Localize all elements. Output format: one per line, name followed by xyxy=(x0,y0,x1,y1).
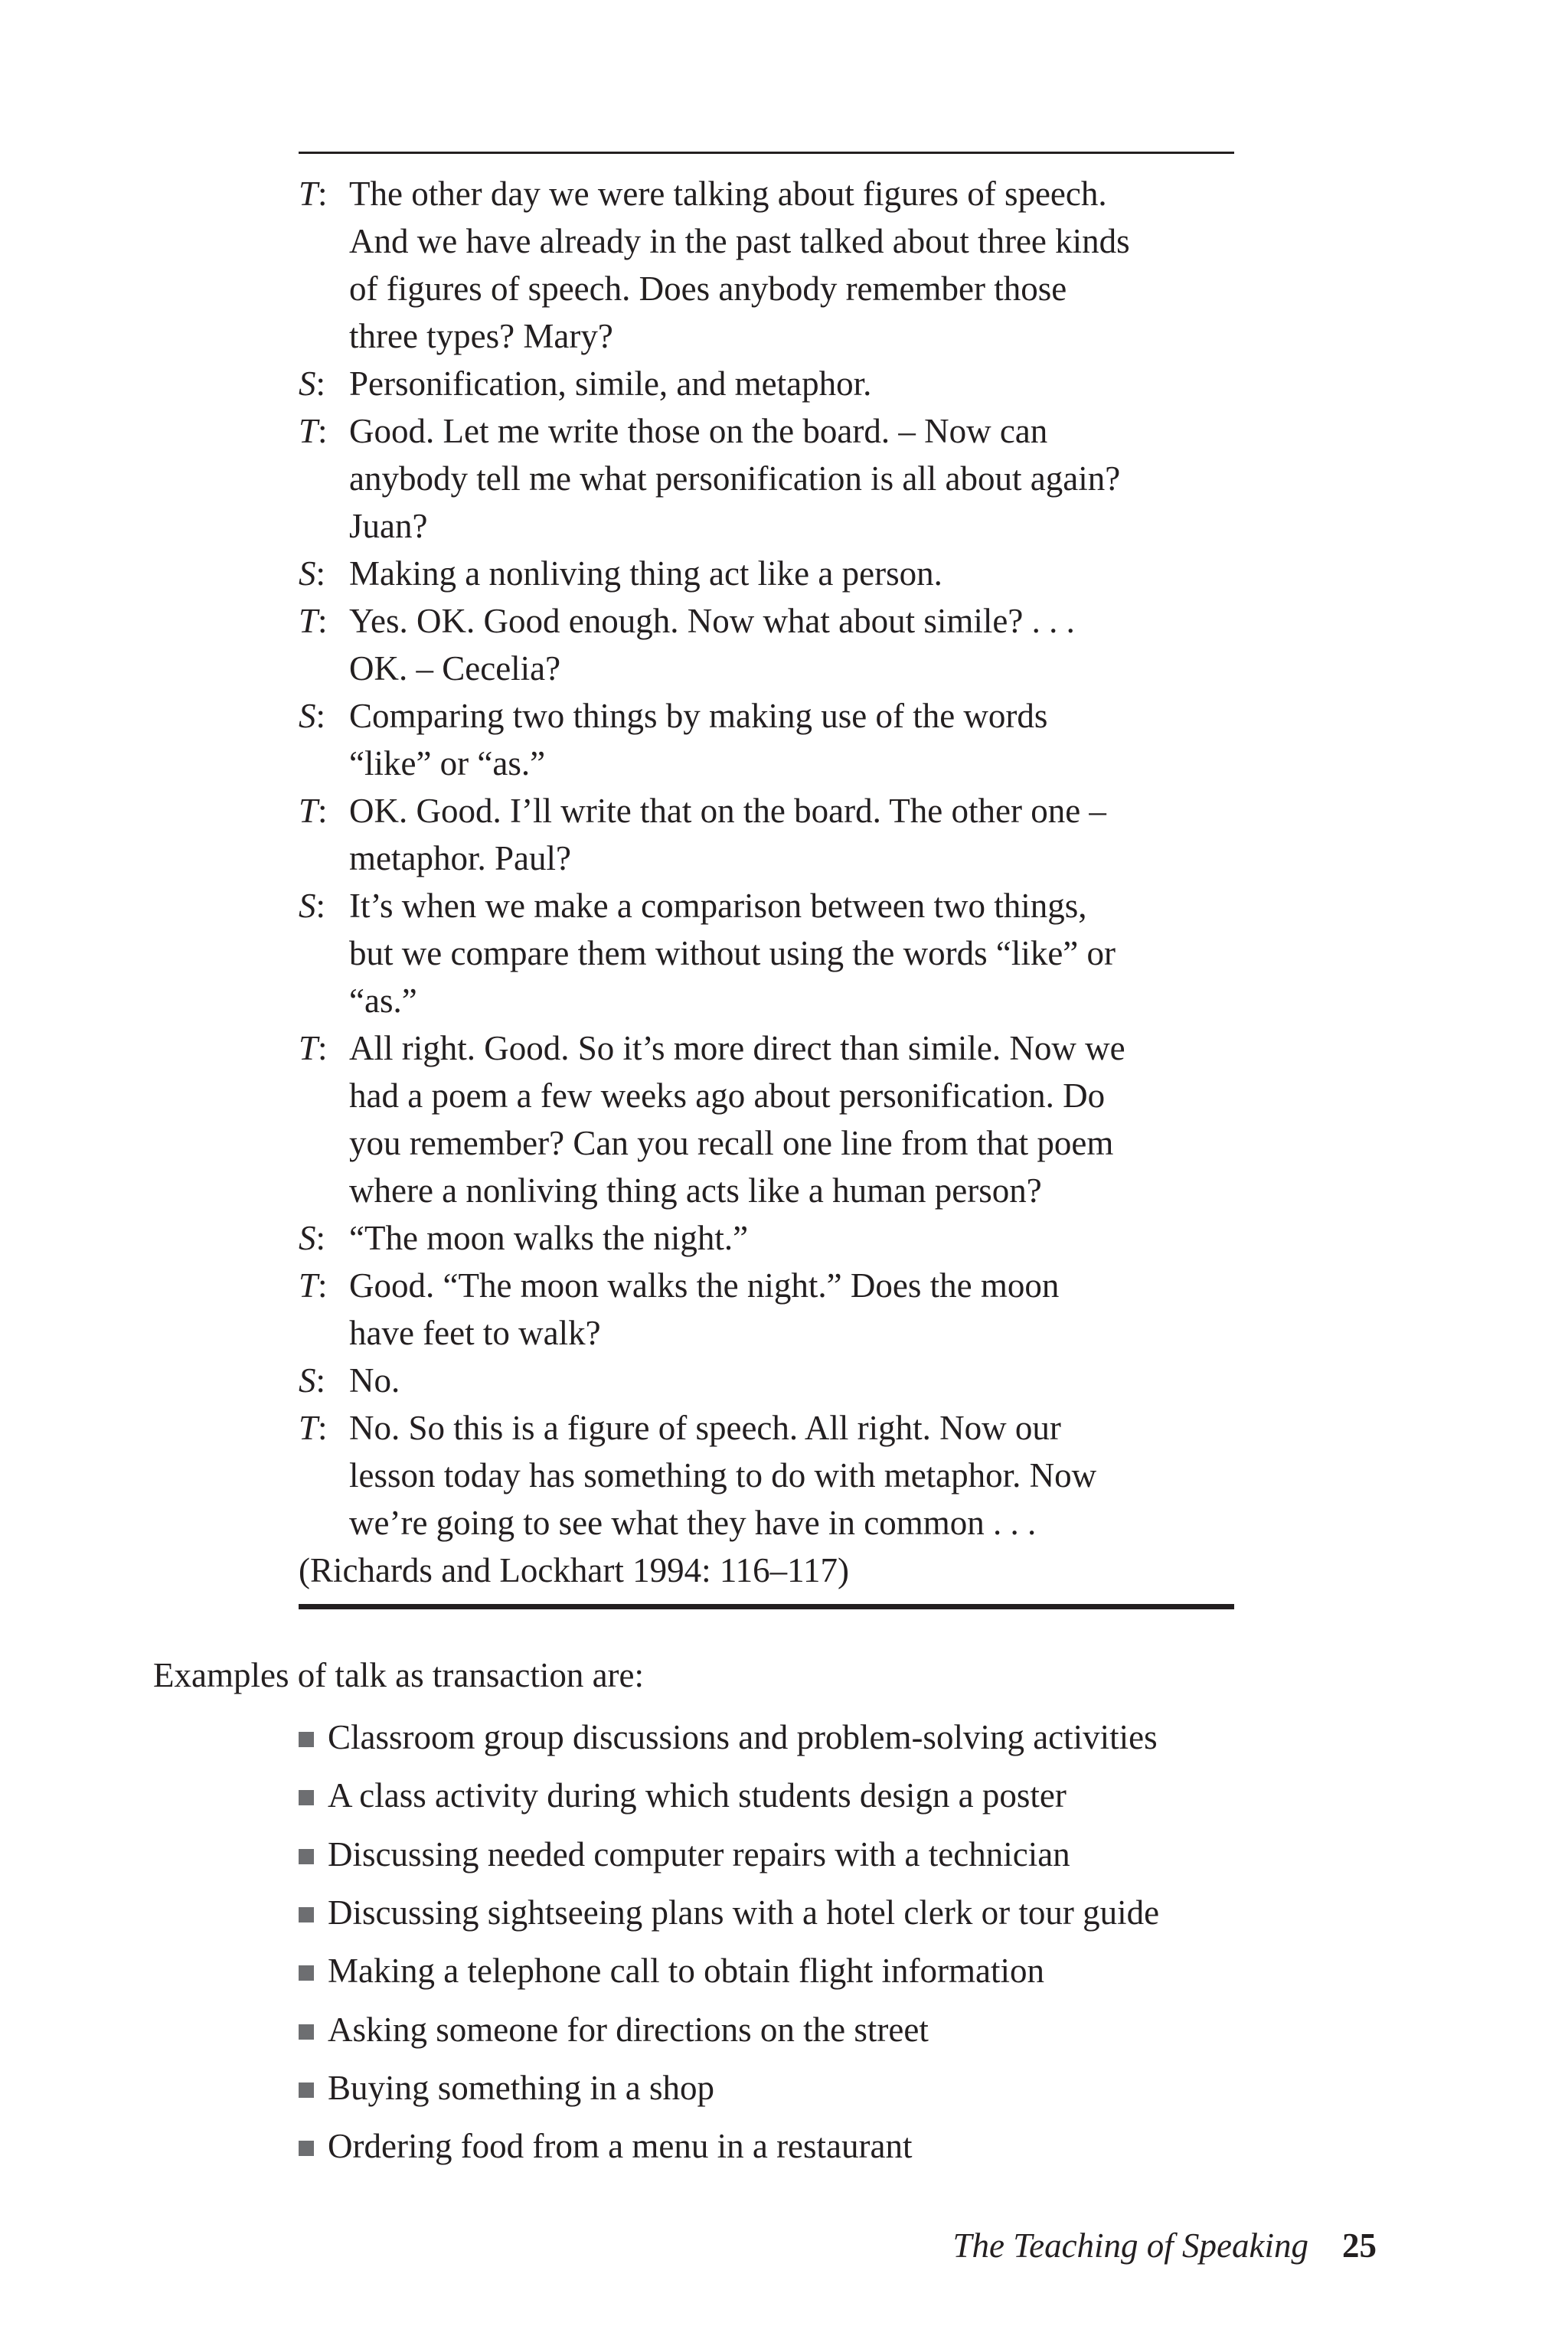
utterance-line: you remember? Can you recall one line from that poem xyxy=(349,1124,1114,1162)
list-item-text: Making a telephone call to obtain flight information xyxy=(328,1952,1045,1991)
utterance-line: of figures of speech. Does anybody remember those xyxy=(349,270,1067,308)
list-item xyxy=(299,1825,1159,1883)
utterance-line: Juan? xyxy=(349,507,428,545)
speaker-label: T: xyxy=(299,175,328,213)
dialogue-turn xyxy=(299,360,1248,407)
utterance-line: metaphor. Paul? xyxy=(349,839,571,877)
list-item xyxy=(299,2117,1159,2175)
utterance xyxy=(349,882,1116,1024)
square-bullet-icon xyxy=(299,1732,314,1747)
list-item-text: Asking someone for directions on the street xyxy=(328,2010,929,2049)
utterance-line: have feet to walk? xyxy=(349,1314,601,1352)
square-bullet-icon xyxy=(299,2082,314,2098)
list-item-text: Buying something in a shop xyxy=(328,2068,714,2107)
utterance-line: Comparing two things by making use of the words xyxy=(349,697,1048,735)
utterance xyxy=(349,1357,400,1404)
dialogue-turn xyxy=(299,550,1248,597)
list-item xyxy=(299,2000,1159,2058)
dialogue-turn xyxy=(299,882,1248,1024)
list-item-text: A class activity during which students design a poster xyxy=(328,1776,1067,1815)
dialogue-turn xyxy=(299,787,1248,882)
square-bullet-icon xyxy=(299,1790,314,1805)
utterance-line: “as.” xyxy=(349,982,417,1020)
dialogue-turn xyxy=(299,1262,1248,1357)
speaker-label: T: xyxy=(299,602,328,640)
dialogue-turn xyxy=(299,1214,1248,1262)
list-item-text: Ordering food from a menu in a restaurant xyxy=(328,2127,913,2166)
list-item xyxy=(299,1942,1159,2000)
utterance xyxy=(349,692,1047,787)
utterance xyxy=(349,1404,1096,1547)
utterance-line: No. xyxy=(349,1361,400,1400)
utterance-line: No. So this is a figure of speech. All right. Now our xyxy=(349,1409,1061,1447)
utterance-line: where a nonliving thing acts like a human person? xyxy=(349,1171,1042,1210)
utterance xyxy=(349,597,1075,692)
utterance-line: “The moon walks the night.” xyxy=(349,1219,749,1257)
utterance-line: It’s when we make a comparison between two things, xyxy=(349,887,1087,925)
utterance-line: And we have already in the past talked about three kinds xyxy=(349,222,1130,260)
speaker-label: S: xyxy=(299,887,326,925)
list-item-text: Classroom group discussions and problem-solving activities xyxy=(328,1718,1158,1757)
dialogue-turn xyxy=(299,170,1248,360)
utterance xyxy=(349,787,1106,882)
speaker-label: T: xyxy=(299,1029,328,1067)
running-title: The Teaching of Speaking xyxy=(952,2226,1308,2265)
utterance-line: Good. “The moon walks the night.” Does the moon xyxy=(349,1266,1060,1305)
utterance-line: had a poem a few weeks ago about personification. Do xyxy=(349,1076,1106,1115)
utterance-line: The other day we were talking about figures of speech. xyxy=(349,175,1107,213)
dialogue-top-rule xyxy=(299,152,1234,154)
utterance-line: All right. Good. So it’s more direct than simile. Now we xyxy=(349,1029,1125,1067)
list-item xyxy=(299,1766,1159,1824)
utterance-line: we’re going to see what they have in common . . . xyxy=(349,1504,1037,1542)
utterance-line: Yes. OK. Good enough. Now what about simile? . . . xyxy=(349,602,1075,640)
list-item xyxy=(299,2059,1159,2117)
square-bullet-icon xyxy=(299,1965,314,1981)
list-item xyxy=(299,1883,1159,1942)
square-bullet-icon xyxy=(299,1907,314,1922)
utterance xyxy=(349,360,871,407)
speaker-label: S: xyxy=(299,1219,326,1257)
utterance-line: lesson today has something to do with metaphor. Now xyxy=(349,1456,1097,1494)
speaker-label: S: xyxy=(299,1361,326,1400)
dialogue-turn xyxy=(299,692,1248,787)
speaker-label: S: xyxy=(299,697,326,735)
dialogue-citation: (Richards and Lockhart 1994: 116–117) xyxy=(299,1551,849,1589)
utterance-line: three types? Mary? xyxy=(349,317,613,355)
utterance xyxy=(349,407,1120,550)
utterance xyxy=(349,1214,748,1262)
dialogue-turn xyxy=(299,1357,1248,1404)
utterance-line: “like” or “as.” xyxy=(349,744,546,782)
transaction-examples-list xyxy=(299,1708,1159,2175)
utterance-line: Making a nonliving thing act like a person. xyxy=(349,554,942,593)
list-item-text: Discussing sightseeing plans with a hotel clerk or tour guide xyxy=(328,1893,1160,1932)
utterance-line: Good. Let me write those on the board. – Now can xyxy=(349,412,1048,450)
square-bullet-icon xyxy=(299,2024,314,2040)
utterance xyxy=(349,1262,1059,1357)
square-bullet-icon xyxy=(299,2141,314,2156)
dialogue-turn xyxy=(299,407,1248,550)
list-item xyxy=(299,1708,1159,1766)
speaker-label: T: xyxy=(299,412,328,450)
square-bullet-icon xyxy=(299,1849,314,1864)
dialogue-turn xyxy=(299,1404,1248,1547)
utterance xyxy=(349,170,1130,360)
page-footer xyxy=(952,2222,1377,2269)
speaker-label: S: xyxy=(299,554,326,593)
dialogue-turn xyxy=(299,1024,1248,1214)
utterance-line: OK. – Cecelia? xyxy=(349,649,561,688)
dialogue-excerpt xyxy=(299,170,1248,1594)
utterance-line: but we compare them without using the words “like” or xyxy=(349,934,1116,972)
utterance xyxy=(349,1024,1125,1214)
section-intro: Examples of talk as transaction are: xyxy=(153,1656,645,1694)
speaker-label: S: xyxy=(299,364,326,403)
dialogue-turn xyxy=(299,597,1248,692)
speaker-label: T: xyxy=(299,792,328,830)
page-number: 25 xyxy=(1342,2226,1377,2265)
utterance xyxy=(349,550,942,597)
utterance-line: Personification, simile, and metaphor. xyxy=(349,364,872,403)
dialogue-turns xyxy=(299,170,1248,1547)
speaker-label: T: xyxy=(299,1409,328,1447)
list-item-text: Discussing needed computer repairs with a technician xyxy=(328,1834,1070,1873)
utterance-line: OK. Good. I’ll write that on the board. The other one – xyxy=(349,792,1106,830)
utterance-line: anybody tell me what personification is all about again? xyxy=(349,459,1121,498)
dialogue-bottom-rule xyxy=(299,1604,1234,1609)
speaker-label: T: xyxy=(299,1266,328,1305)
